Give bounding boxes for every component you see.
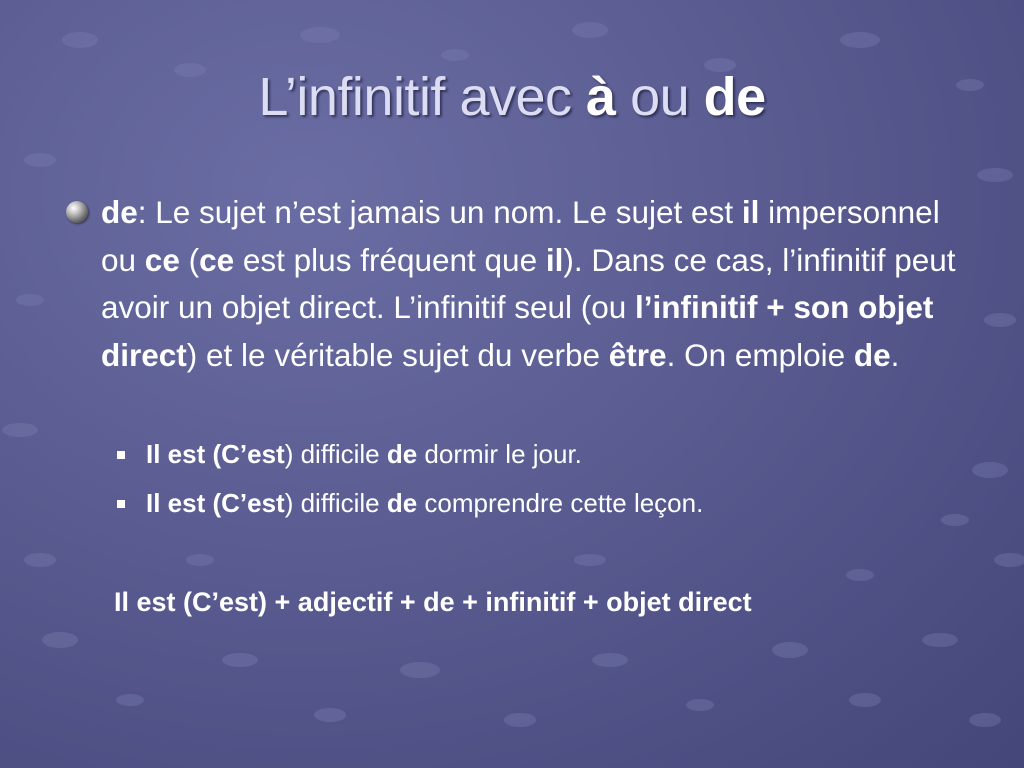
keyword: il [545, 241, 564, 278]
keyword: Il est (C’est [146, 439, 285, 469]
text-run: ) difficile [284, 439, 387, 469]
text-run: impersonnel ou [101, 194, 940, 278]
keyword: il [741, 194, 760, 230]
title-emphasis: de [703, 67, 766, 127]
text-run: est plus fréquent que [234, 241, 546, 278]
text-run: comprendre cette leçon. [417, 488, 704, 518]
text-run: ). Dans ce cas, l’infinitif peut avoir un objet direct. L’infinitif seul (ou [101, 241, 956, 325]
sphere-bullet-icon [66, 201, 88, 223]
text-run: ) difficile [284, 488, 387, 518]
grammar-formula: Il est (C’est) + adjectif + de + infinitif + objet direct [114, 587, 752, 617]
keyword: l’infinitif + son objet direct [101, 289, 934, 373]
keyword: de [386, 488, 418, 518]
keyword: être [608, 336, 667, 373]
example-item [146, 436, 582, 472]
text-run: ( [179, 241, 200, 278]
keyword: Il est (C’est [146, 488, 285, 518]
keyword: ce [144, 241, 180, 278]
keyword: de [101, 194, 138, 230]
main-bullet-text [101, 189, 981, 379]
text-run: . On emploie [666, 336, 854, 373]
text-run: ) et le véritable sujet du verbe [186, 336, 609, 373]
text-run: . [890, 336, 900, 373]
title-emphasis: à [586, 67, 616, 127]
keyword: ce [199, 241, 235, 278]
keyword: de [853, 336, 891, 373]
title-part: L’infinitif avec [258, 67, 587, 127]
text-run: dormir le jour. [417, 439, 582, 469]
title-part: ou [615, 67, 704, 127]
square-bullet-icon [117, 451, 125, 459]
text-run: : Le sujet n’est jamais un nom. Le sujet est [137, 194, 742, 230]
keyword: de [386, 439, 418, 469]
square-bullet-icon [117, 500, 125, 508]
example-item [146, 485, 703, 521]
